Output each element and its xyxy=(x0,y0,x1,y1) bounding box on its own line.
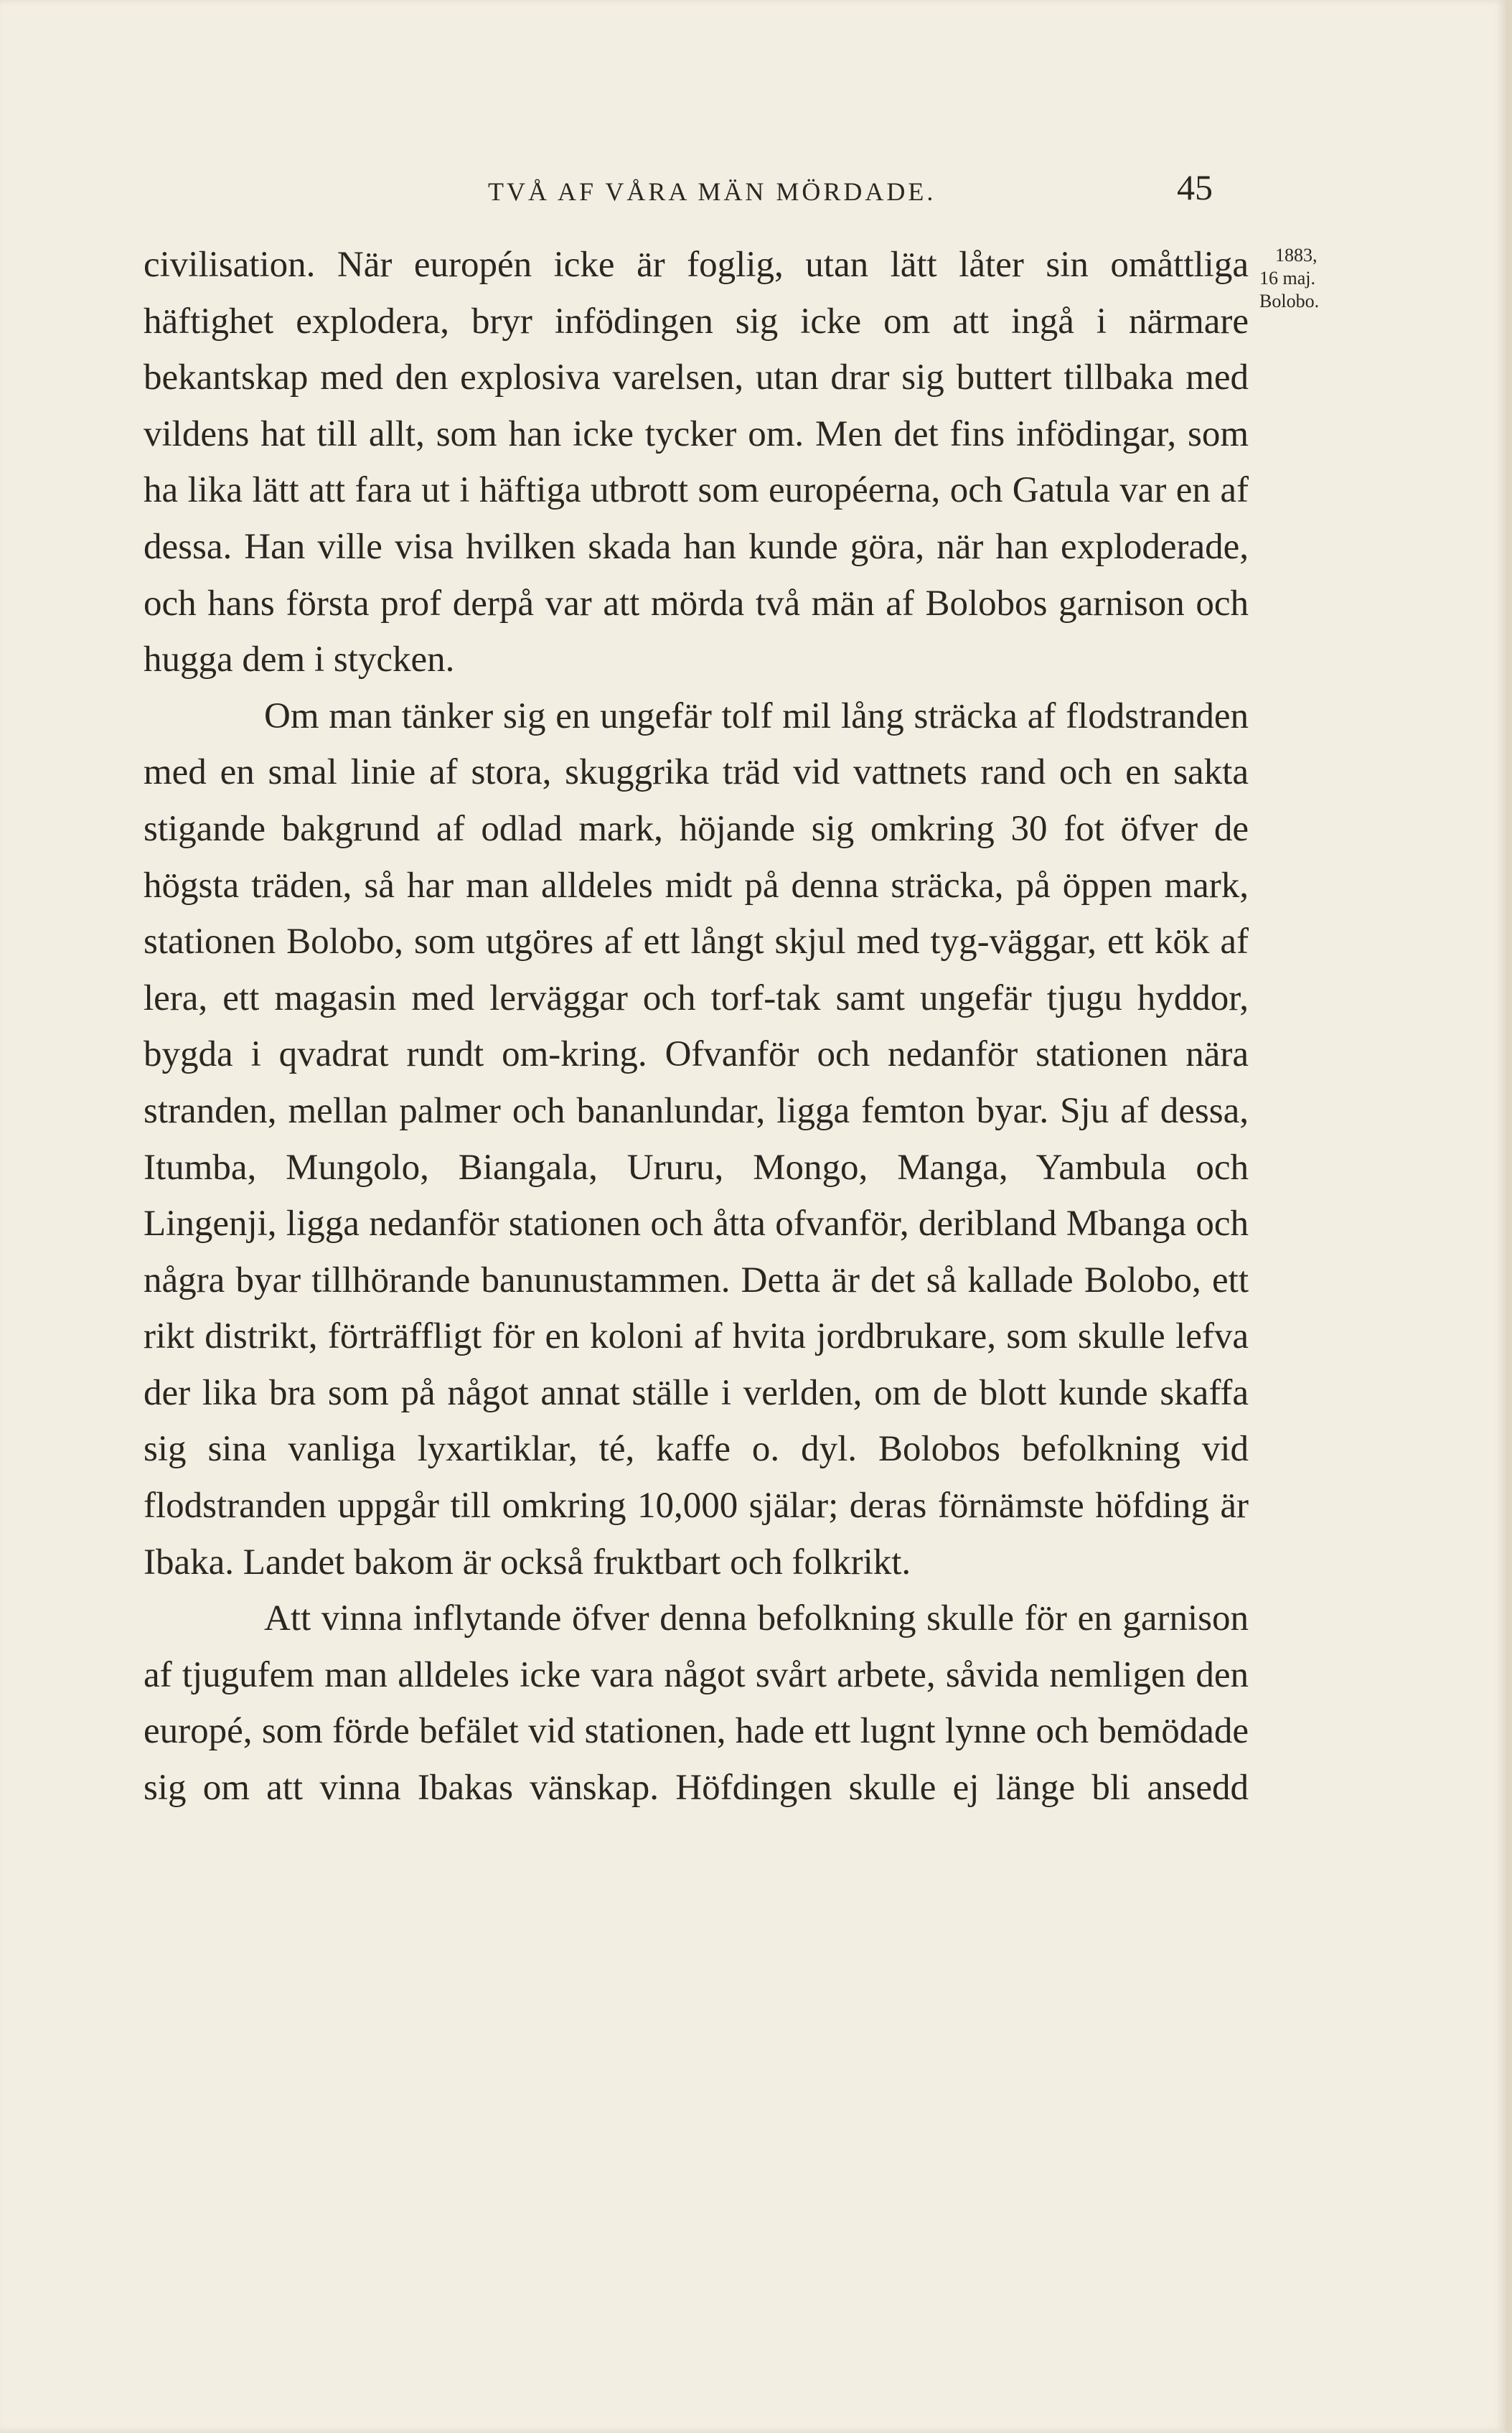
paragraph: Om man tänker sig en ungefär tolf mil lång sträcka af flodstranden med en smal linie af stora, skuggrika träd vid vattnets rand och en sakta stigande bakgrund af odlad mark, höjande sig omkring 30 fot öfver de högsta träden, så har man alldeles midt på denna sträcka, på öppen mark, stationen Bolobo, som utgöres af ett långt skjul med tyg-väggar, ett kök af lera, ett magasin med lerväggar och torf-tak samt ungefär tjugu hyddor, bygda i qvadrat rundt om-kring. Ofvanför och nedanför stationen nära stranden, mellan palmer och bananlundar, ligga femton byar. Sju af dessa, Itumba, Mungolo, Biangala, Ururu, Mongo, Manga, Yambula och Lingenji, ligga nedanför stationen och åtta ofvanför, deribland Mbanga och några byar tillhörande banunustammen. Detta är det så kallade Bolobo, ett rikt distrikt, förträffligt för en koloni af hvita jordbrukare, som skulle lefva der lika bra som på något annat ställe i verlden, om de blott kunde skaffa sig sina vanliga lyxartiklar, té, kaffe o. dyl. Bolobos befolkning vid flodstranden uppgår till omkring 10,000 själar; deras förnämste höfding är Ibaka. Landet bakom är också fruktbart och folkrikt. xyxy=(144,695,1249,1583)
page-edge xyxy=(1506,0,1512,2433)
margin-note-place: Bolobo. xyxy=(1259,291,1320,311)
margin-note xyxy=(1259,244,1374,313)
body-text xyxy=(144,237,1249,1816)
running-head xyxy=(0,167,1512,217)
margin-note-date: 16 maj. xyxy=(1259,268,1315,289)
page-number: 45 xyxy=(1177,167,1213,207)
paragraph: civilisation. När europén icke är foglig, utan lätt låter sin omåttliga häftighet explodera, bryr infödingen sig icke om att ingå i närmare bekantskap med den explosiva varelsen, utan drar sig buttert tillbaka med vildens hat till allt, som han icke tycker om. Men det fins infödingar, som ha lika lätt att fara ut i häftiga utbrott som européerna, och Gatula var en af dessa. Han ville visa hvilken skada han kunde göra, när han exploderade, och hans första prof derpå var att mörda två män af Bolobos garnison och hugga dem i stycken. xyxy=(144,245,1249,680)
paragraph: Att vinna inflytande öfver denna befolkning skulle för en garnison af tjugufem man alldeles icke vara något svårt arbete, såvida nemligen den europé, som förde befälet vid stationen, hade ett lugnt lynne och bemödade sig om att vinna Ibakas vänskap. Höfdingen skulle ej länge bli ansedd xyxy=(144,1598,1249,1809)
running-title: TVÅ AF VÅRA MÄN MÖRDADE. xyxy=(488,177,936,206)
margin-note-year: 1883, xyxy=(1275,245,1318,266)
